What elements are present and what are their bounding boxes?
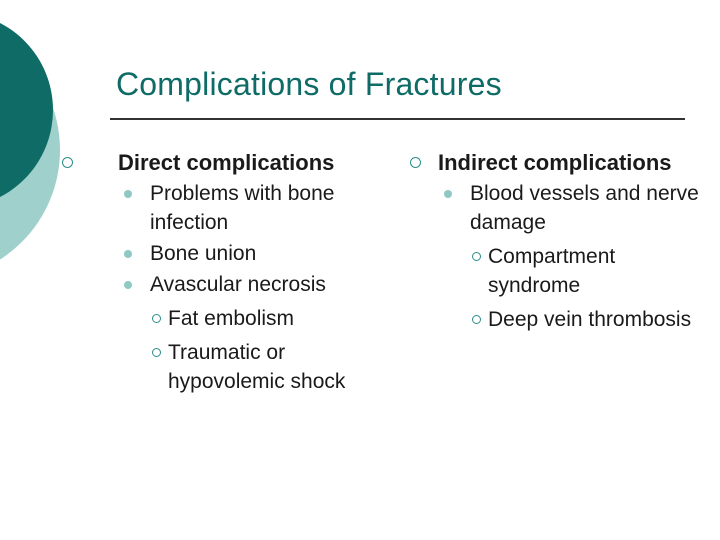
- list-item: [438, 179, 710, 334]
- left-column: [62, 148, 382, 396]
- sub-list-item: [148, 338, 382, 396]
- ring-bullet-icon: [472, 315, 481, 324]
- ring-bullet-icon: [410, 157, 421, 168]
- heading-direct: Direct complications: [118, 150, 335, 175]
- ring-bullet-icon: [152, 348, 161, 357]
- ring-bullet-icon: [62, 157, 73, 168]
- dot-bullet-icon: [124, 190, 132, 198]
- sub-list-item: [148, 304, 382, 333]
- sub-list-item: [468, 305, 710, 334]
- list-item: [118, 270, 382, 396]
- ring-bullet-icon: [152, 314, 161, 323]
- right-column: [410, 148, 710, 334]
- sub-item-text: Compartment syndrome: [488, 245, 616, 297]
- item-text: Avascular necrosis: [150, 273, 326, 296]
- title-divider: [110, 118, 685, 120]
- sub-item-text: Traumatic or hypovolemic shock: [168, 341, 346, 393]
- sub-item-text: Fat embolism: [168, 307, 295, 330]
- heading-indirect: Indirect complications: [438, 150, 672, 175]
- ring-bullet-icon: [472, 252, 481, 261]
- bullet-indirect-complications: [410, 148, 710, 177]
- list-item: [118, 179, 382, 237]
- item-text: Blood vessels and nerve damage: [470, 182, 699, 234]
- list-item: [118, 239, 382, 268]
- item-text: Bone union: [150, 242, 257, 265]
- dot-bullet-icon: [444, 190, 452, 198]
- dot-bullet-icon: [124, 250, 132, 258]
- slide-title: Complications of Fractures: [116, 66, 502, 102]
- sub-list-item: [468, 242, 710, 300]
- sub-item-text: Deep vein thrombosis: [488, 308, 692, 331]
- bullet-direct-complications: [62, 148, 382, 177]
- dot-bullet-icon: [124, 281, 132, 289]
- item-text: Problems with bone infection: [150, 182, 335, 234]
